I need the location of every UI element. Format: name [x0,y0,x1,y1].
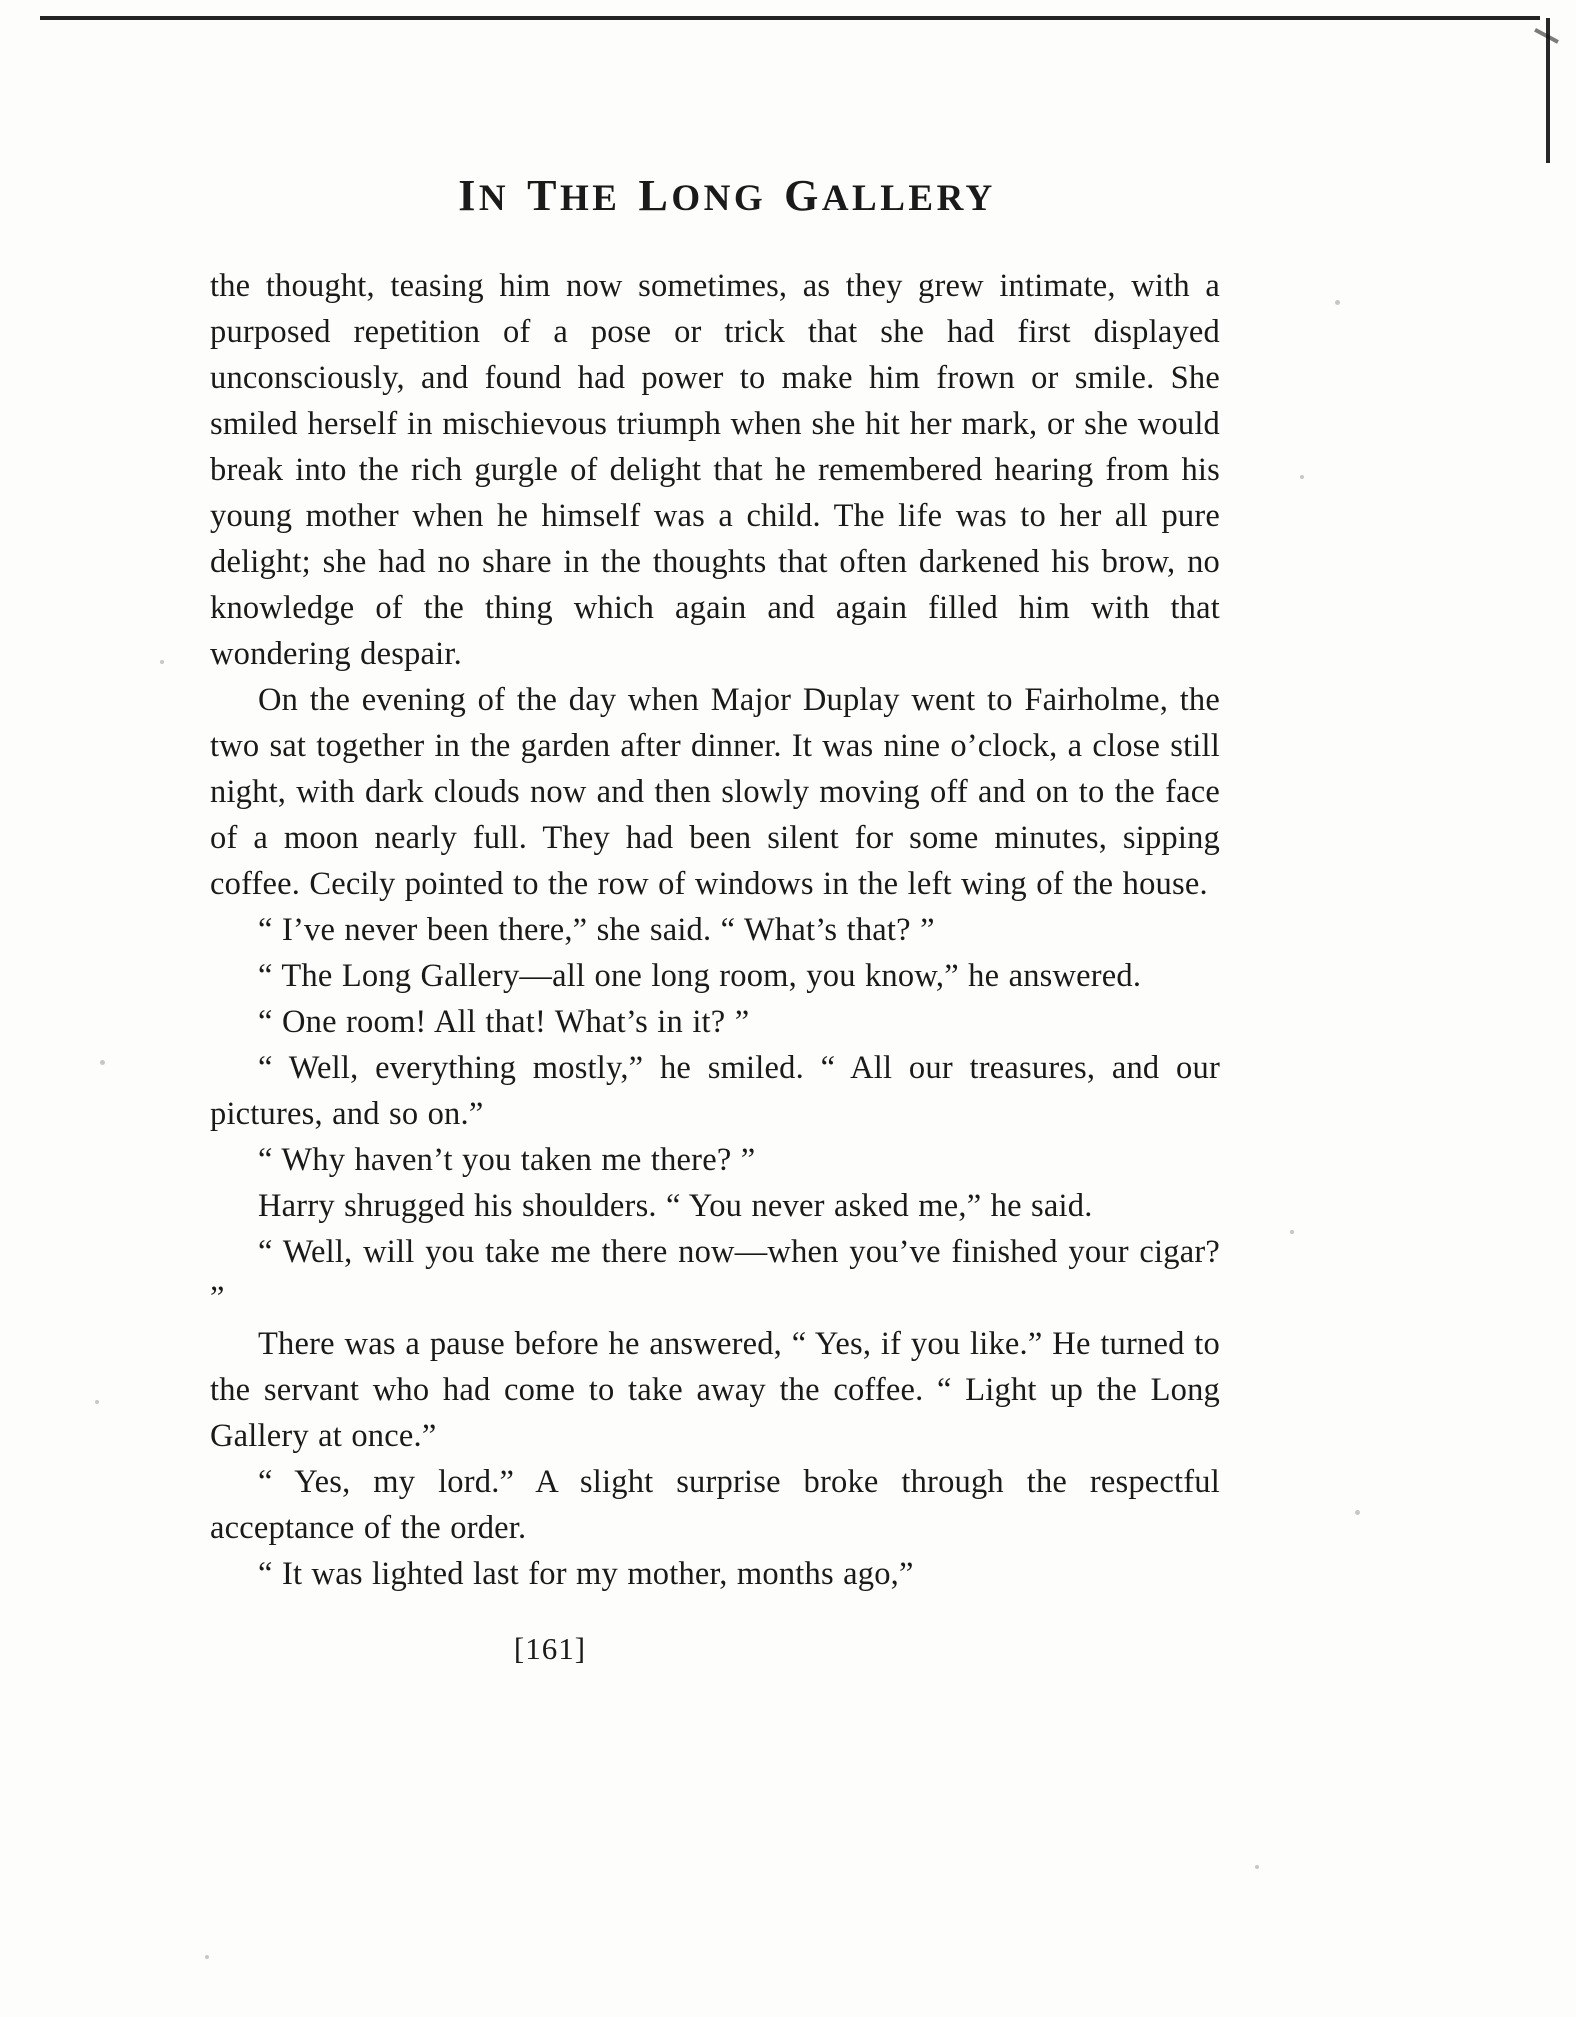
paragraph: “ Well, everything mostly,” he smiled. “ All our treasures, and our pictures, and so on.” [210,1050,1220,1132]
paragraph: “ The Long Gallery—all one long room, you know,” he answered. [258,958,1142,994]
page-content [210,170,1220,1667]
running-head-word-initial: L [638,171,672,220]
running-head-word-rest: N [478,178,510,219]
scan-speck [160,660,164,664]
scan-speck [205,1955,209,1959]
scan-speck [1355,1510,1360,1515]
scan-speck [100,1060,105,1065]
running-head-word-rest: ALLERY [821,178,996,219]
running-head-word [527,171,621,220]
paragraph: “ Why haven’t you taken me there? ” [258,1142,756,1178]
paragraph: There was a pause before he answered, “ Yes, if you like.” He turned to the servant who had come to take away the coffee. “ Light up the Long Gallery at once.” [210,1326,1220,1454]
page-edge-top [40,16,1540,20]
paragraph: “ Yes, my lord.” A slight surprise broke through the respectful acceptance of the order. [210,1464,1220,1546]
running-head [210,170,1220,221]
scan-speck [95,1400,99,1404]
scan-speck [1300,475,1304,479]
scan-speck [1290,1230,1294,1234]
running-head-word [784,171,996,220]
paragraph: Harry shrugged his shoulders. “ You never asked me,” he said. [258,1188,1093,1224]
scan-speck [1255,1865,1259,1869]
running-head-word-rest: HE [559,178,621,219]
paragraph: On the evening of the day when Major Duplay went to Fairholme, the two sat together in the garden after dinner. It was nine o’clock, a close still night, with dark clouds now and then slowly moving off and on to the face of a moon nearly full. They had been silent for some minutes, sipping coffee. Cecily pointed to the row of windows in the left wing of the house. [210,682,1220,902]
paragraph: “ I’ve never been there,” she said. “ What’s that? ” [258,912,935,948]
running-head-word [638,171,767,220]
page-number: [161] [513,1631,587,1666]
running-head-word [458,171,510,220]
scan-speck [1335,300,1340,305]
running-head-word-rest: ONG [671,178,767,219]
body-text [210,263,1220,1597]
running-head-word-initial: G [784,171,822,220]
running-head-word-initial: I [458,171,479,220]
paragraph: “ Well, will you take me there now—when you’ve finished your cigar? ” [210,1234,1220,1316]
paragraph: the thought, teasing him now sometimes, as they grew intimate, with a purposed repetition of a pose or trick that she had first displayed unconsciously, and found had power to make him frown or smile. She smiled herself in mischievous triumph when she hit her mark, or she would break into the rich gurgle of delight that he remembered hearing from his young mother when he himself was a child. The life was to her all pure delight; she had no share in the thoughts that often darkened his brow, no knowledge of the thing which again and again filled him with that wondering despair. [210,268,1220,672]
running-head-word-initial: T [527,171,560,220]
paragraph: “ One room! All that! What’s in it? ” [258,1004,750,1040]
paragraph: “ It was lighted last for my mother, months ago,” [258,1556,914,1592]
